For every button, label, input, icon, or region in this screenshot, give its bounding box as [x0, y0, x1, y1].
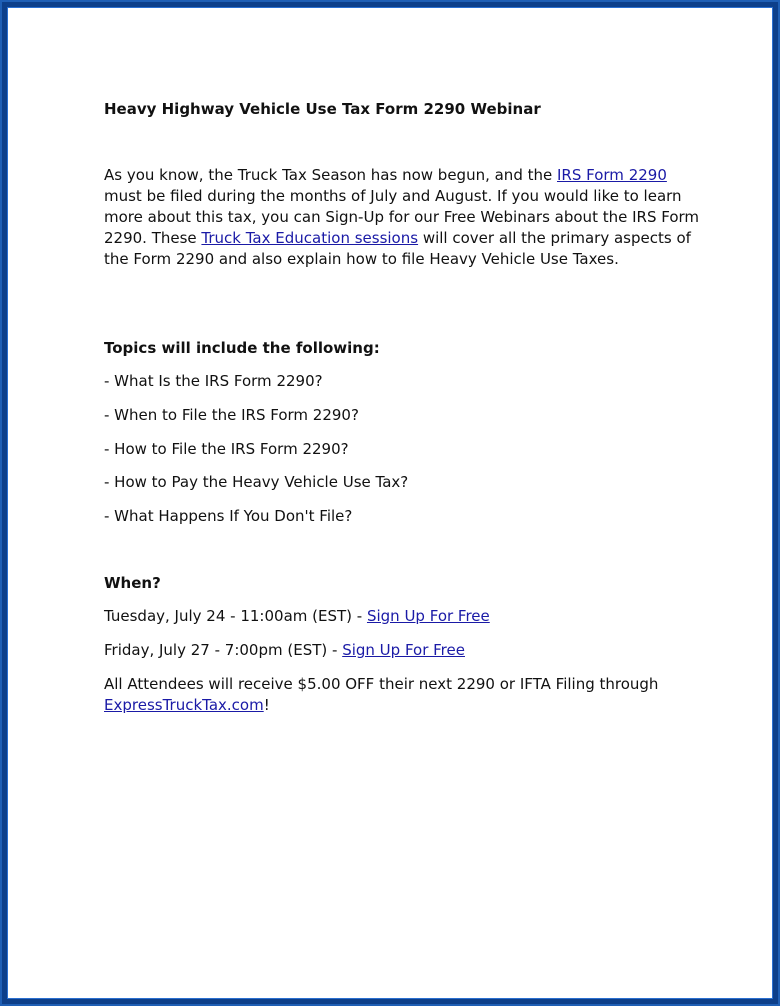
when-heading: When? — [104, 574, 161, 592]
session-2 — [104, 640, 465, 661]
topic-item-2: - When to File the IRS Form 2290? — [104, 406, 359, 424]
closing-paragraph — [104, 674, 704, 716]
topics-heading: Topics will include the following: — [104, 339, 380, 357]
closing-suffix: ! — [263, 696, 270, 714]
expresstrucktax-link[interactable]: ExpressTruckTax.com — [104, 696, 264, 714]
topic-item-3: - How to File the IRS Form 2290? — [104, 440, 349, 458]
session-2-text: Friday, July 27 - 7:00pm (EST) - — [104, 641, 343, 659]
document-page — [7, 7, 773, 999]
session-1-signup-link[interactable]: Sign Up For Free — [366, 607, 490, 625]
truck-tax-education-link[interactable]: Truck Tax Education sessions — [201, 229, 419, 247]
session-2-signup-link[interactable]: Sign Up For Free — [342, 641, 465, 659]
topic-item-5: - What Happens If You Don't File? — [104, 507, 353, 525]
document-title: Heavy Highway Vehicle Use Tax Form 2290 Webinar — [104, 100, 541, 118]
intro-text-2: must be filed during the months of July and August. If you would like to learn more about this tax, you can Sign-Up for our Free Webinars about the IRS Form 2290. These — [104, 187, 700, 247]
irs-form-2290-link[interactable]: IRS Form 2290 — [557, 166, 667, 184]
closing-text: All Attendees will receive $5.00 OFF their next 2290 or IFTA Filing through — [104, 675, 659, 693]
topic-item-1: - What Is the IRS Form 2290? — [104, 372, 323, 390]
topic-item-4: - How to Pay the Heavy Vehicle Use Tax? — [104, 473, 409, 491]
intro-text-1: As you know, the Truck Tax Season has now begun, and the — [104, 166, 557, 184]
session-1-text: Tuesday, July 24 - 11:00am (EST) - — [104, 607, 367, 625]
session-1 — [104, 606, 490, 627]
intro-paragraph — [104, 165, 704, 270]
intro-text-3: will cover all the primary aspects of the Form 2290 and also explain how to file Heavy Vehicle Use Taxes. — [104, 229, 691, 268]
